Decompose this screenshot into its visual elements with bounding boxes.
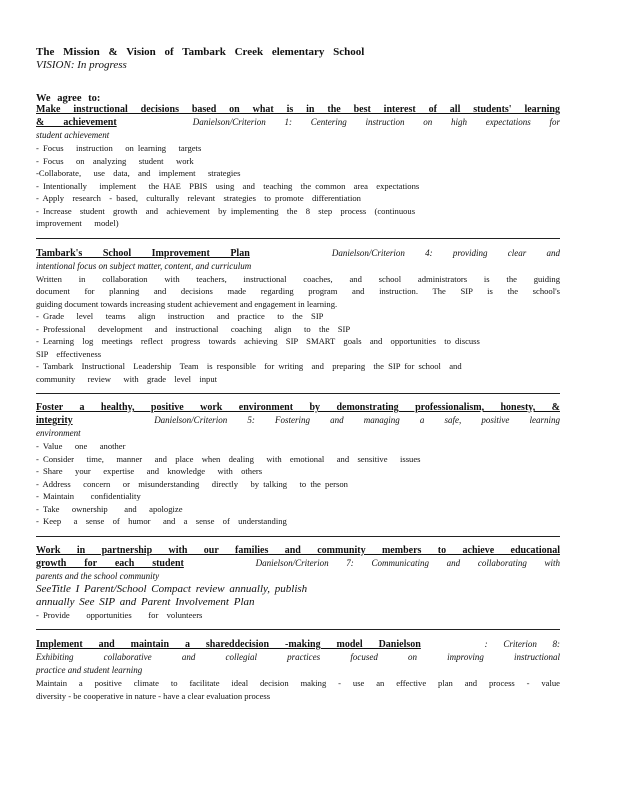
bullet-item: - Intentionally implement the HAE PBIS using and teaching the common area expectations — [36, 180, 420, 191]
section-header-line — [36, 247, 560, 260]
danielson-criterion: environment — [36, 428, 81, 438]
section-header-line — [36, 129, 560, 142]
danielson-criterion: Danielson/Criterion 4: providing clear and — [331, 247, 561, 258]
commitment-section — [36, 402, 560, 528]
section-header-line — [36, 638, 560, 651]
section-header-line — [36, 664, 560, 677]
bullet-item: - Maintain confidentiality — [36, 491, 141, 501]
section-header-line — [36, 116, 560, 129]
commitment-heading: Tambark's School Improvement Plan — [36, 247, 250, 259]
bullet-item: - Tambark Instructional Leadership Team is responsible for writing and preparing the SIP for school and — [36, 361, 462, 371]
document-page — [36, 46, 560, 702]
bullet-item: - Focus instruction on learning targets — [36, 143, 202, 153]
bullet-item: community review with grade level input — [36, 373, 218, 384]
body-text-line: document for planning and decisions made regarding program and instruction. The SIP is the school's — [36, 286, 560, 296]
body-text-line: diversity - be cooperative in nature - have a clear evaluation process — [36, 690, 271, 701]
commitment-heading: growth for each student — [36, 557, 184, 569]
section-header-line — [36, 427, 560, 440]
bullet-item: SIP effectiveness — [36, 348, 102, 359]
commitment-heading: Work in partnership with our families and community members to achieve educational — [36, 544, 560, 556]
commitment-heading: Make instructional decisions based on what is in the best interest of all students' learning — [36, 104, 560, 115]
compact-note: SeeTitle I Parent/School Compact review annually, publish — [36, 582, 308, 595]
bullet-item: -Collaborate, use data, and implement strategies — [36, 168, 241, 178]
bullet-item: - Keep a sense of humor and a sense of understanding — [36, 516, 287, 526]
compact-note: annually See SIP and Parent Involvement Plan — [36, 595, 255, 608]
section-header-line — [36, 570, 560, 583]
bullet-item: - Value one another — [36, 441, 126, 451]
danielson-criterion: Exhibiting collaborative and collegial practices focused on improving instructional — [36, 652, 560, 662]
bullet-item: - Learning log meetings reflect progress towards achieving SIP SMART goals and opportunities to discuss — [36, 336, 480, 346]
section-header-line — [36, 651, 560, 664]
bullet-item: - Focus on analyzing student work — [36, 155, 194, 166]
section-divider — [36, 629, 560, 630]
bullet-item: - Professional development and instructional coaching align to the SIP — [36, 323, 351, 334]
section-header-line — [36, 402, 560, 414]
document-title: The Mission & Vision of Tambark Creek elementary School — [36, 46, 365, 58]
commitment-section — [36, 104, 560, 230]
section-header-line — [36, 104, 560, 116]
bullet-item: improvement model) — [36, 218, 119, 228]
bullet-item: - Take ownership and apologize — [36, 503, 183, 514]
commitment-section — [36, 638, 560, 702]
danielson-criterion: Danielson/Criterion 5: Fostering and managing a safe, positive learning — [154, 415, 560, 425]
section-header-line — [36, 414, 560, 427]
bullet-item: - Address concern or misunderstanding directly by talking to the person — [36, 478, 348, 489]
danielson-criterion: Danielson/Criterion 7: Communicating and collaborating with — [255, 557, 561, 568]
commitment-heading: & achievement — [36, 117, 117, 128]
bullet-item: - Grade level teams align instruction and practice to the SIP — [36, 311, 324, 321]
commitment-section — [36, 247, 560, 386]
section-header-line — [36, 557, 560, 570]
section-divider — [36, 393, 560, 394]
danielson-criterion: practice and student learning — [36, 665, 143, 675]
we-agree-heading: We agree to: — [36, 93, 101, 104]
commitment-heading: Implement and maintain a shareddecision -making model Danielson — [36, 639, 421, 650]
bullet-item: - Apply research - based, culturally relevant strategies to promote differentiation — [36, 193, 361, 203]
commitments-list — [36, 104, 560, 702]
body-text-line: Written in collaboration with teachers, instructional coaches, and school administrators is the guiding — [36, 273, 560, 284]
commitment-heading: Foster a healthy, positive work environment by demonstrating professionalism, honesty, & — [36, 402, 560, 413]
section-divider — [36, 536, 560, 537]
danielson-criterion: student achievement — [36, 130, 110, 140]
section-header-line — [36, 260, 560, 273]
bullet-item: - Share your expertise and knowledge with others — [36, 466, 263, 476]
danielson-criterion: Danielson/Criterion 1: Centering instruction on high expectations for — [192, 117, 560, 127]
bullet-item: - Consider time, manner and place when dealing with emotional and sensitive issues — [36, 453, 421, 464]
danielson-criterion: intentional focus on subject matter, content, and curriculum — [36, 260, 252, 271]
danielson-criterion: parents and the school community — [36, 570, 160, 581]
bullet-item: - Provide opportunities for volunteers — [36, 609, 203, 620]
section-header-line — [36, 545, 560, 557]
vision-statement: VISION: In progress — [36, 59, 127, 71]
danielson-criterion: : Criterion 8: — [484, 639, 561, 649]
commitment-heading: integrity — [36, 415, 73, 426]
bullet-item: - Increase student growth and achievement by implementing the 8 step process (continuous — [36, 205, 416, 216]
section-divider — [36, 238, 560, 239]
body-text-line: Maintain a positive climate to facilitate ideal decision making - use an effective plan and process - value — [36, 678, 560, 688]
body-text-line: guiding document towards increasing student achievement and engagement in learning. — [36, 298, 338, 309]
commitment-section — [36, 545, 560, 622]
